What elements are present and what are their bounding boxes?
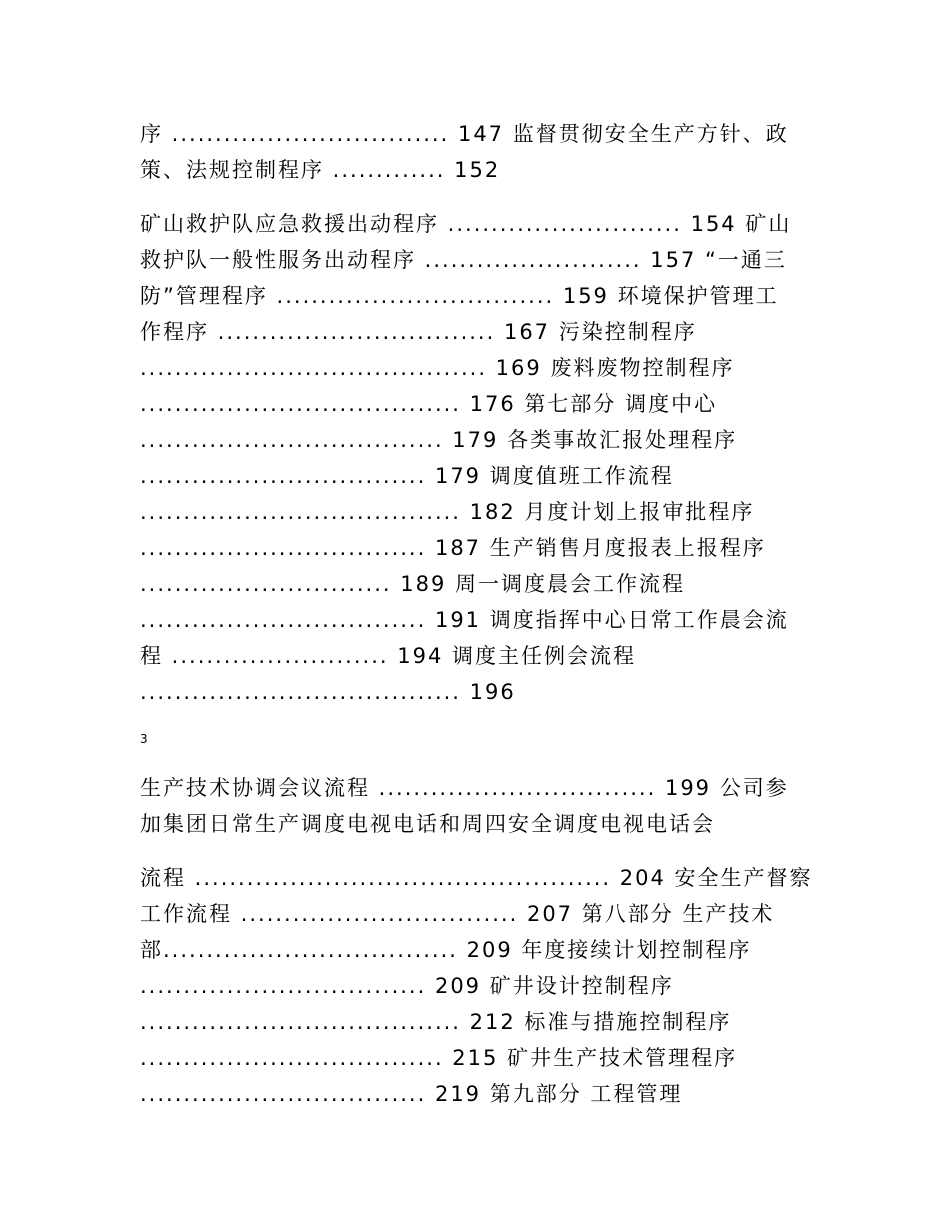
toc-line: ..................................... 212 标准与措施控制程序 — [140, 1010, 732, 1034]
toc-line: 序 ................................ 147 监督贯彻安全生产方针、政 — [140, 122, 789, 146]
toc-line: ..................................... 182 月度计划上报审批程序 — [140, 500, 755, 524]
toc-line: ........................................ 169 废料废物控制程序 — [140, 356, 735, 380]
toc-line: ................................. 179 调度值班工作流程 — [140, 464, 674, 488]
toc-line: 部.................................. 209 年度接续计划控制程序 — [140, 938, 752, 962]
toc-line: 策、法规控制程序 ............. 152 — [140, 158, 501, 182]
toc-line: 作程序 ................................ 167 污染控制程序 — [140, 320, 697, 344]
page-number: 3 — [140, 732, 148, 746]
toc-line: 生产技术协调会议流程 ................................ 199 公司参 — [140, 776, 789, 800]
toc-line: ................................. 209 矿井设计控制程序 — [140, 974, 674, 998]
toc-line: ............................. 189 周一调度晨会工作流程 — [140, 572, 686, 596]
toc-line: 矿山救护队应急救援出动程序 ........................... 154 矿山 — [140, 212, 792, 236]
toc-line: ..................................... 176 第七部分 调度中心 — [140, 392, 718, 416]
toc-line: ..................................... 196 — [140, 680, 516, 704]
toc-line: ................................. 191 调度指挥中心日常工作晨会流 — [140, 608, 789, 632]
toc-line: 工作流程 ................................ 207 第八部分 生产技术 — [140, 902, 775, 926]
toc-line: ................................... 179 各类事故汇报处理程序 — [140, 428, 738, 452]
toc-line: 程 ......................... 194 调度主任例会流程 — [140, 644, 636, 668]
toc-line: 流程 ................................................ 204 安全生产督察 — [140, 866, 813, 890]
toc-line: ................................... 215 矿井生产技术管理程序 — [140, 1046, 738, 1070]
toc-line: 加集团日常生产调度电视电话和周四安全调度电视电话会 — [140, 812, 715, 836]
toc-line: 防”管理程序 ................................ 159 环境保护管理工 — [140, 284, 779, 308]
toc-line: 救护队一般性服务出动程序 ......................... 157 “一通三 — [140, 248, 787, 272]
toc-line: ................................. 219 第九部分 工程管理 — [140, 1082, 683, 1106]
toc-line: ................................. 187 生产销售月度报表上报程序 — [140, 536, 766, 560]
